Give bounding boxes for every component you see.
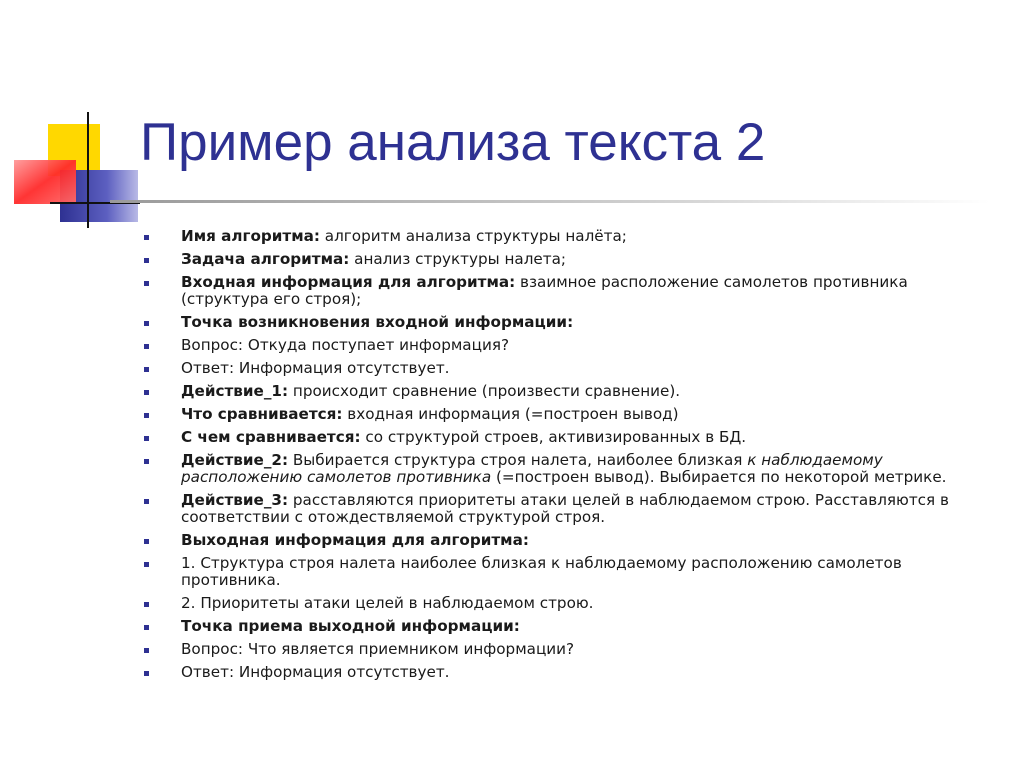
bullet-list bbox=[140, 228, 990, 687]
list-item-text: анализ структуры налета; bbox=[349, 250, 567, 268]
list-item bbox=[140, 532, 990, 549]
list-item-text: Вопрос: Что является приемником информации? bbox=[181, 640, 575, 658]
list-item-text: 2. Приоритеты атаки целей в наблюдаемом строю. bbox=[181, 594, 594, 612]
list-item bbox=[140, 429, 990, 446]
list-item-text: Вопрос: Откуда поступает информация? bbox=[181, 336, 510, 354]
list-item bbox=[140, 274, 990, 308]
list-item bbox=[140, 664, 990, 681]
list-item-label: Действие_1: bbox=[181, 382, 289, 400]
list-item-label: С чем сравнивается: bbox=[181, 428, 361, 446]
list-item-text: Ответ: Информация отсутствует. bbox=[181, 663, 450, 681]
list-item bbox=[140, 406, 990, 423]
list-item-label: Что сравнивается: bbox=[181, 405, 343, 423]
list-item bbox=[140, 595, 990, 612]
page-title: Пример анализа текста 2 bbox=[140, 113, 766, 172]
list-item-label: Точка возникновения входной информации: bbox=[181, 313, 574, 331]
list-item bbox=[140, 251, 990, 268]
list-item bbox=[140, 360, 990, 377]
list-item bbox=[140, 618, 990, 635]
list-item-text: происходит сравнение (произвести сравнение). bbox=[288, 382, 681, 400]
list-item bbox=[140, 555, 990, 589]
title-divider bbox=[110, 200, 990, 203]
list-item bbox=[140, 452, 990, 486]
decorative-corner-graphic bbox=[0, 0, 140, 240]
list-item-label: Выходная информация для алгоритма: bbox=[181, 531, 529, 549]
list-item-label: Точка приема выходной информации: bbox=[181, 617, 520, 635]
list-item-text: расставляются приоритеты атаки целей в наблюдаемом строю. Расставляются в соответствии с отождествляемой структурой строя. bbox=[181, 491, 949, 526]
list-item bbox=[140, 228, 990, 245]
list-item-label: Имя алгоритма: bbox=[181, 227, 320, 245]
list-item bbox=[140, 314, 990, 331]
list-item-label: Действие_2: bbox=[181, 451, 289, 469]
list-item-label: Задача алгоритма: bbox=[181, 250, 350, 268]
list-item-text: Ответ: Информация отсутствует. bbox=[181, 359, 450, 377]
list-item-label: Входная информация для алгоритма: bbox=[181, 273, 516, 291]
list-item-text: алгоритм анализа структуры налёта; bbox=[319, 227, 627, 245]
list-item-label: Действие_3: bbox=[181, 491, 289, 509]
list-item-text: (=построен вывод). Выбирается по некоторой метрике. bbox=[491, 468, 947, 486]
list-item-text: 1. Структура строя налета наиболее близкая к наблюдаемому расположению самолетов противника. bbox=[181, 554, 902, 589]
list-item-text: со структурой строев, активизированных в БД. bbox=[360, 428, 747, 446]
list-item-text: Выбирается структура строя налета, наиболее близкая bbox=[288, 451, 748, 469]
list-item-italic: к наблюдаемому расположению самолетов противника bbox=[181, 451, 883, 486]
red-square bbox=[14, 160, 76, 204]
list-item-text: взаимное расположение самолетов противника (структура его строя); bbox=[181, 273, 908, 308]
list-item bbox=[140, 492, 990, 526]
list-item bbox=[140, 383, 990, 400]
list-item bbox=[140, 641, 990, 658]
list-item-text: входная информация (=построен вывод) bbox=[342, 405, 679, 423]
list-item bbox=[140, 337, 990, 354]
